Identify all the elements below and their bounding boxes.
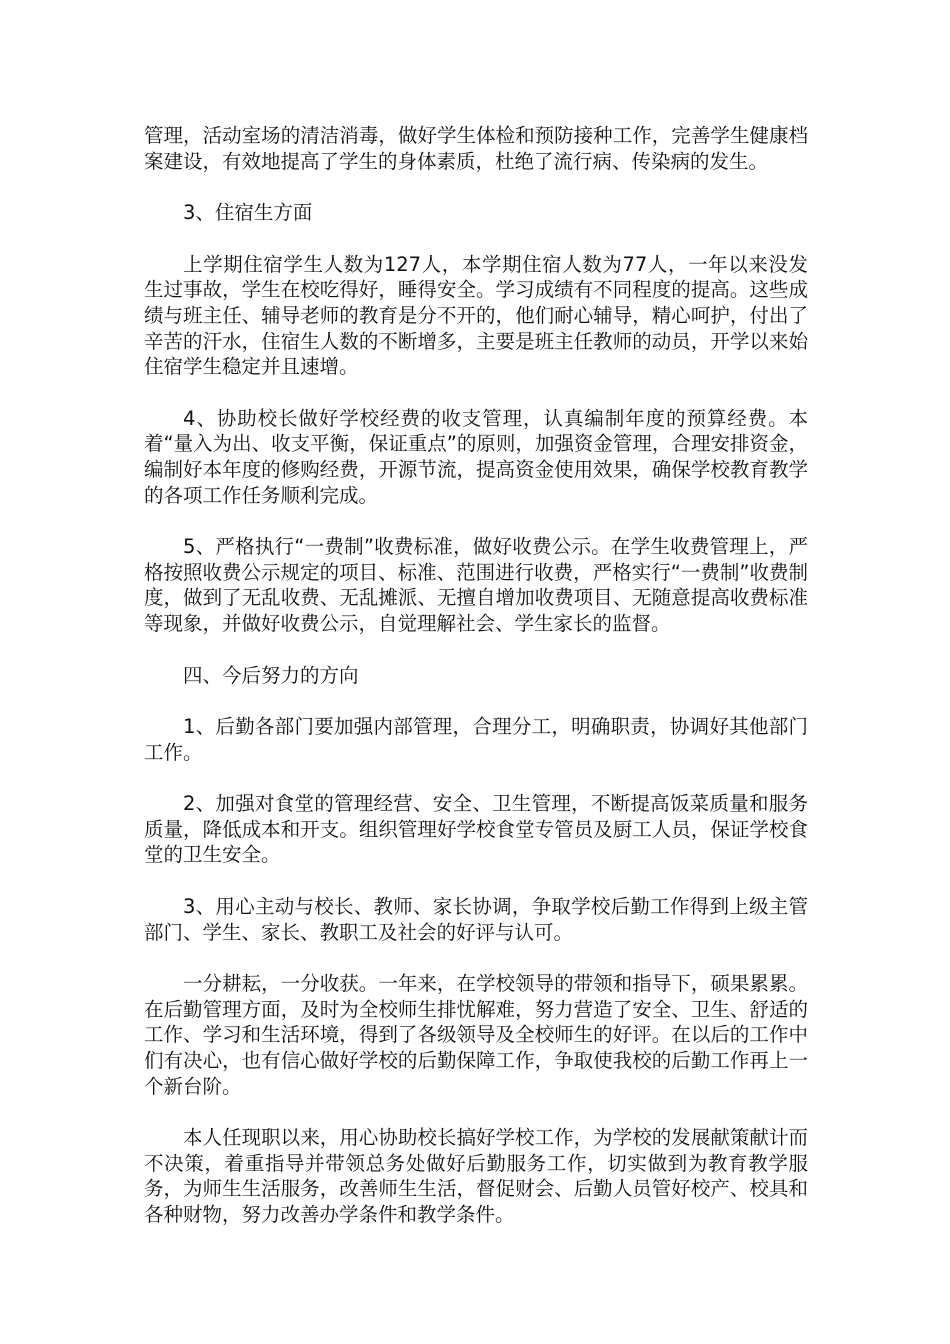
section-heading-future-direction: 四、今后努力的方向 — [183, 663, 359, 687]
paragraph-coordination: 3、用心主动与校长、教师、家长协调，争取学校后勤工作得到上级主管部门、学生、家长、教职工及社会的好评与认可。 — [144, 895, 808, 944]
paragraph-canteen: 2、加强对食堂的管理经营、安全、卫生管理，不断提高饭菜质量和服务质量，降低成本和开支。组织管理好学校食堂专管员及厨工人员，保证学校食堂的卫生安全。 — [144, 792, 808, 867]
paragraph-budget: 4、协助校长做好学校经费的收支管理，认真编制年度的预算经费。本着“量入为出、收支平衡，保证重点”的原则，加强资金管理，合理安排资金，编制好本年度的修购经费，开源节流，提高资金使用效果，确保学校教育教学的各项工作任务顺利完成。 — [144, 406, 808, 507]
paragraph-fees: 5、严格执行“一费制”收费标准，做好收费公示。在学生收费管理上，严格按照收费公示规定的项目、标准、范围进行收费，严格实行“一费制”收费制度，做到了无乱收费、无乱摊派、无擅自增加收费项目、无随意提高收费标准等现象，并做好收费公示，自觉理解社会、学生家长的监督。 — [144, 535, 808, 635]
document-body — [144, 123, 808, 1254]
paragraph-continued-health: 管理，活动室场的清洁消毒，做好学生体检和预防接种工作，完善学生健康档案建设，有效地提高了学生的身体素质，杜绝了流行病、传染病的发生。 — [144, 124, 808, 173]
section-heading-boarding: 3、住宿生方面 — [183, 201, 313, 225]
paragraph-summary: 一分耕耘，一分收获。一年来，在学校领导的带领和指导下，硕果累累。在后勤管理方面，及时为全校师生排忧解难，努力营造了安全、卫生、舒适的工作、学习和生活环境，得到了各级领导及全校师生的好评。在以后的工作中们有决心，也有信心做好学校的后勤保障工作，争取使我校的后勤工作再上一个新台阶。 — [144, 972, 808, 1098]
paragraph-internal-management: 1、后勤各部门要加强内部管理，合理分工，明确职责，协调好其他部门工作。 — [144, 715, 808, 764]
paragraph-personal-duties: 本人任现职以来，用心协助校长搞好学校工作，为学校的发展献策献计而不决策，着重指导并带领总务处做好后勤服务工作，切实做到为教育教学服务，为师生生活服务，改善师生生活，督促财会、后勤人员管好校产、校具和各种财物，努力改善办学条件和教学条件。 — [144, 1126, 808, 1226]
paragraph-boarding-students: 上学期住宿学生人数为127人，本学期住宿人数为77人，一年以来没发生过事故，学生在校吃得好，睡得安全。学习成绩有不同程度的提高。这些成绩与班主任、辅导老师的教育是分不开的，他们耐心辅导，精心呵护，付出了辛苦的汗水，住宿生人数的不断增多，主要是班主任教师的动员，开学以来始住宿学生稳定并且速增。 — [144, 252, 808, 379]
